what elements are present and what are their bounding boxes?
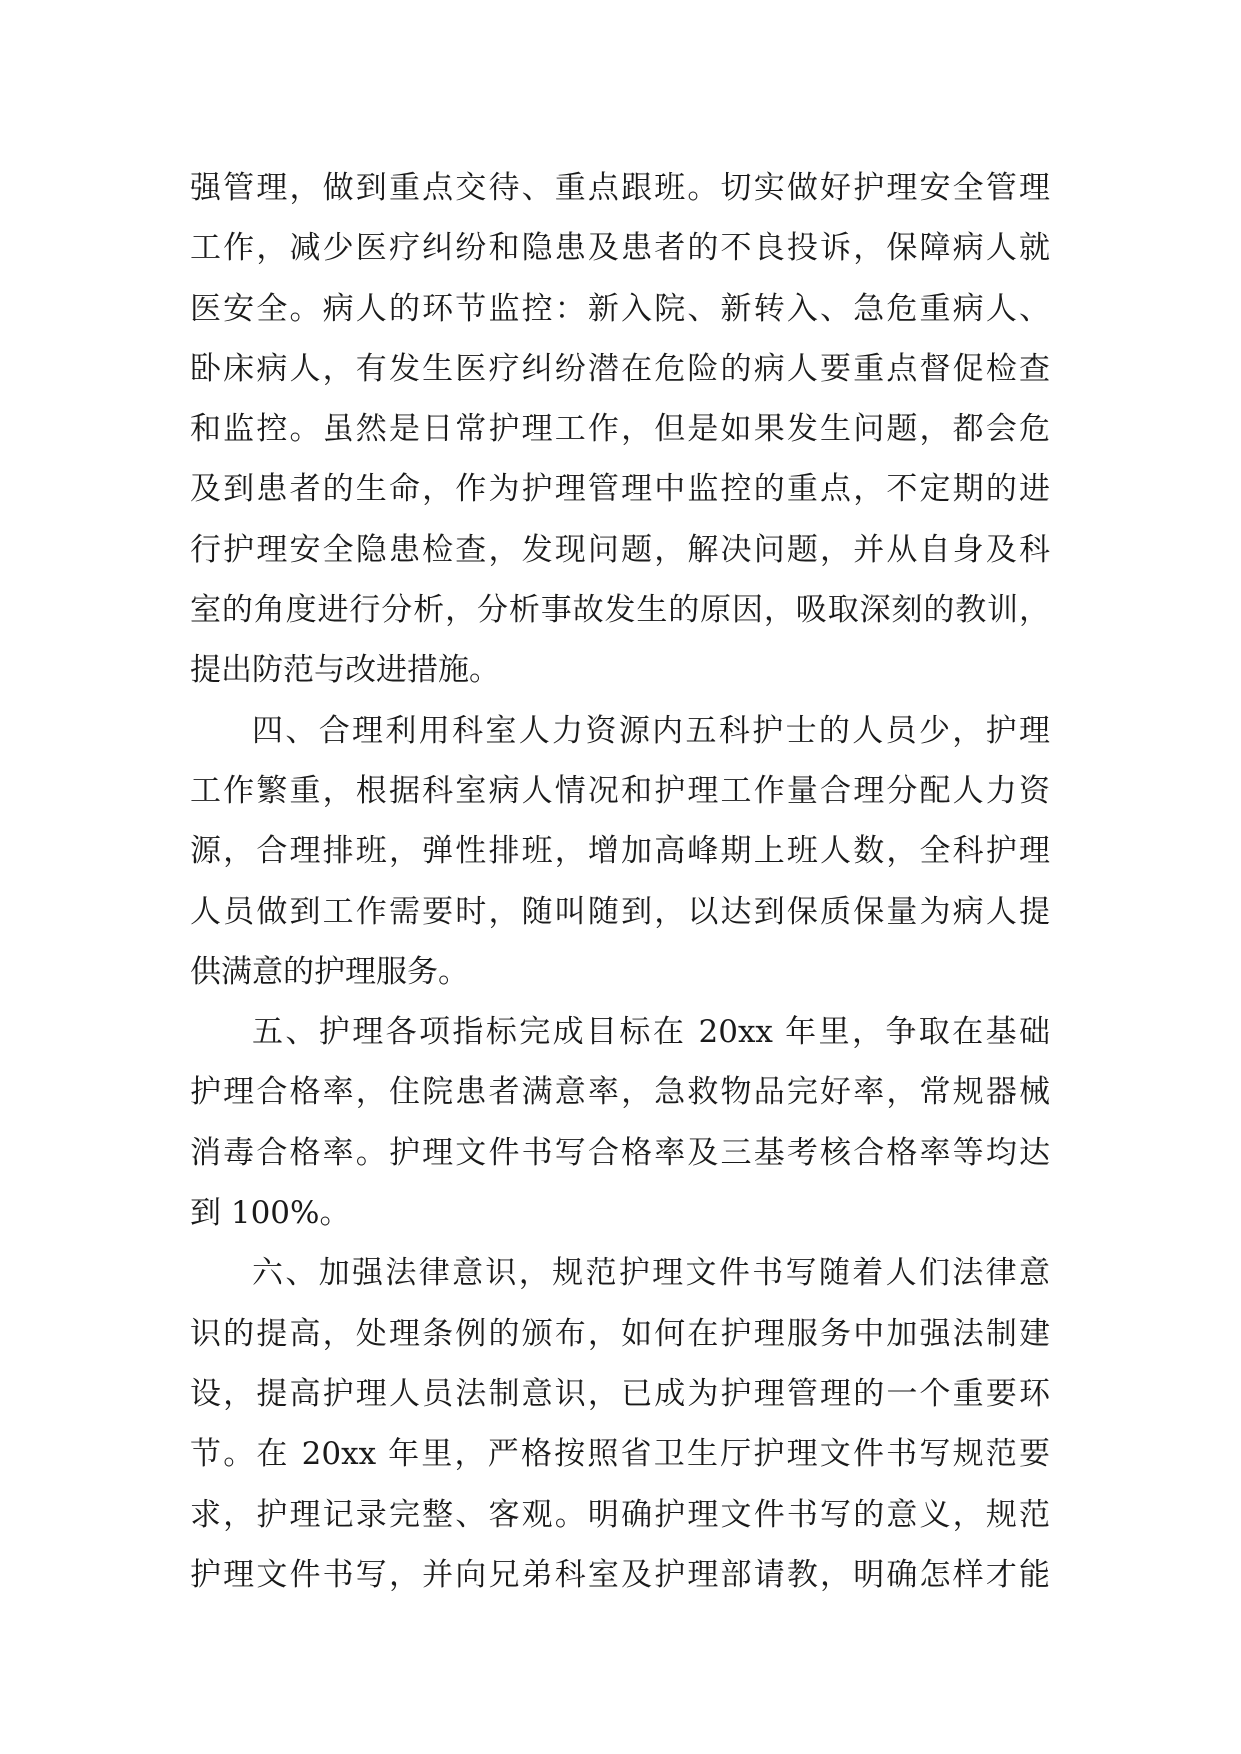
text-line: 行护理安全隐患检查，发现问题，解决问题，并从自身及科 (190, 531, 1050, 568)
text-line: 护理合格率，住院患者满意率，急救物品完好率，常规器械 (190, 1074, 1050, 1111)
text-line: 强管理，做到重点交待、重点跟班。切实做好护理安全管理 (190, 170, 1050, 206)
text-line: 卧床病人，有发生医疗纠纷潜在危险的病人要重点督促检查 (190, 350, 1050, 387)
text-line: 提出防范与改进措施。 (190, 652, 500, 689)
text-line: 和监控。虽然是日常护理工作，但是如果发生问题，都会危 (190, 411, 1050, 448)
text-line: 到 100%。 (190, 1195, 351, 1232)
text-line: 识的提高，处理条例的颁布，如何在护理服务中加强法制建 (190, 1315, 1050, 1352)
text-line: 工作，减少医疗纠纷和隐患及患者的不良投诉，保障病人就 (190, 230, 1050, 267)
text-line: 及到患者的生命，作为护理管理中监控的重点，不定期的进 (190, 471, 1050, 508)
text-line: 人员做到工作需要时，随叫随到，以达到保质保量为病人提 (190, 893, 1050, 930)
text-line: 工作繁重，根据科室病人情况和护理工作量合理分配人力资 (190, 772, 1050, 809)
text-line: 消毒合格率。护理文件书写合格率及三基考核合格率等均达 (190, 1134, 1050, 1171)
text-line: 求，护理记录完整、客观。明确护理文件书写的意义，规范 (190, 1496, 1050, 1533)
text-line: 供满意的护理服务。 (190, 953, 469, 990)
body-text (190, 158, 1050, 1605)
text-line: 设，提高护理人员法制意识，已成为护理管理的一个重要环 (190, 1375, 1050, 1412)
text-line: 源，合理排班，弹性排班，增加高峰期上班人数，全科护理 (190, 833, 1050, 870)
text-line: 室的角度进行分析，分析事故发生的原因，吸取深刻的教训， (190, 592, 1050, 629)
text-line: 节。在 20xx 年里，严格按照省卫生厅护理文件书写规范要 (190, 1436, 1050, 1473)
text-line: 护理文件书写，并向兄弟科室及护理部请教，明确怎样才能 (190, 1556, 1050, 1593)
paragraph-first-line: 四、合理利用科室人力资源内五科护士的人员少，护理 (252, 712, 1050, 749)
paragraph-first-line: 六、加强法律意识，规范护理文件书写随着人们法律意 (252, 1255, 1050, 1292)
text-line: 医安全。病人的环节监控：新入院、新转入、急危重病人、 (190, 290, 1050, 327)
paragraph-first-line: 五、护理各项指标完成目标在 20xx 年里，争取在基础 (252, 1014, 1050, 1051)
